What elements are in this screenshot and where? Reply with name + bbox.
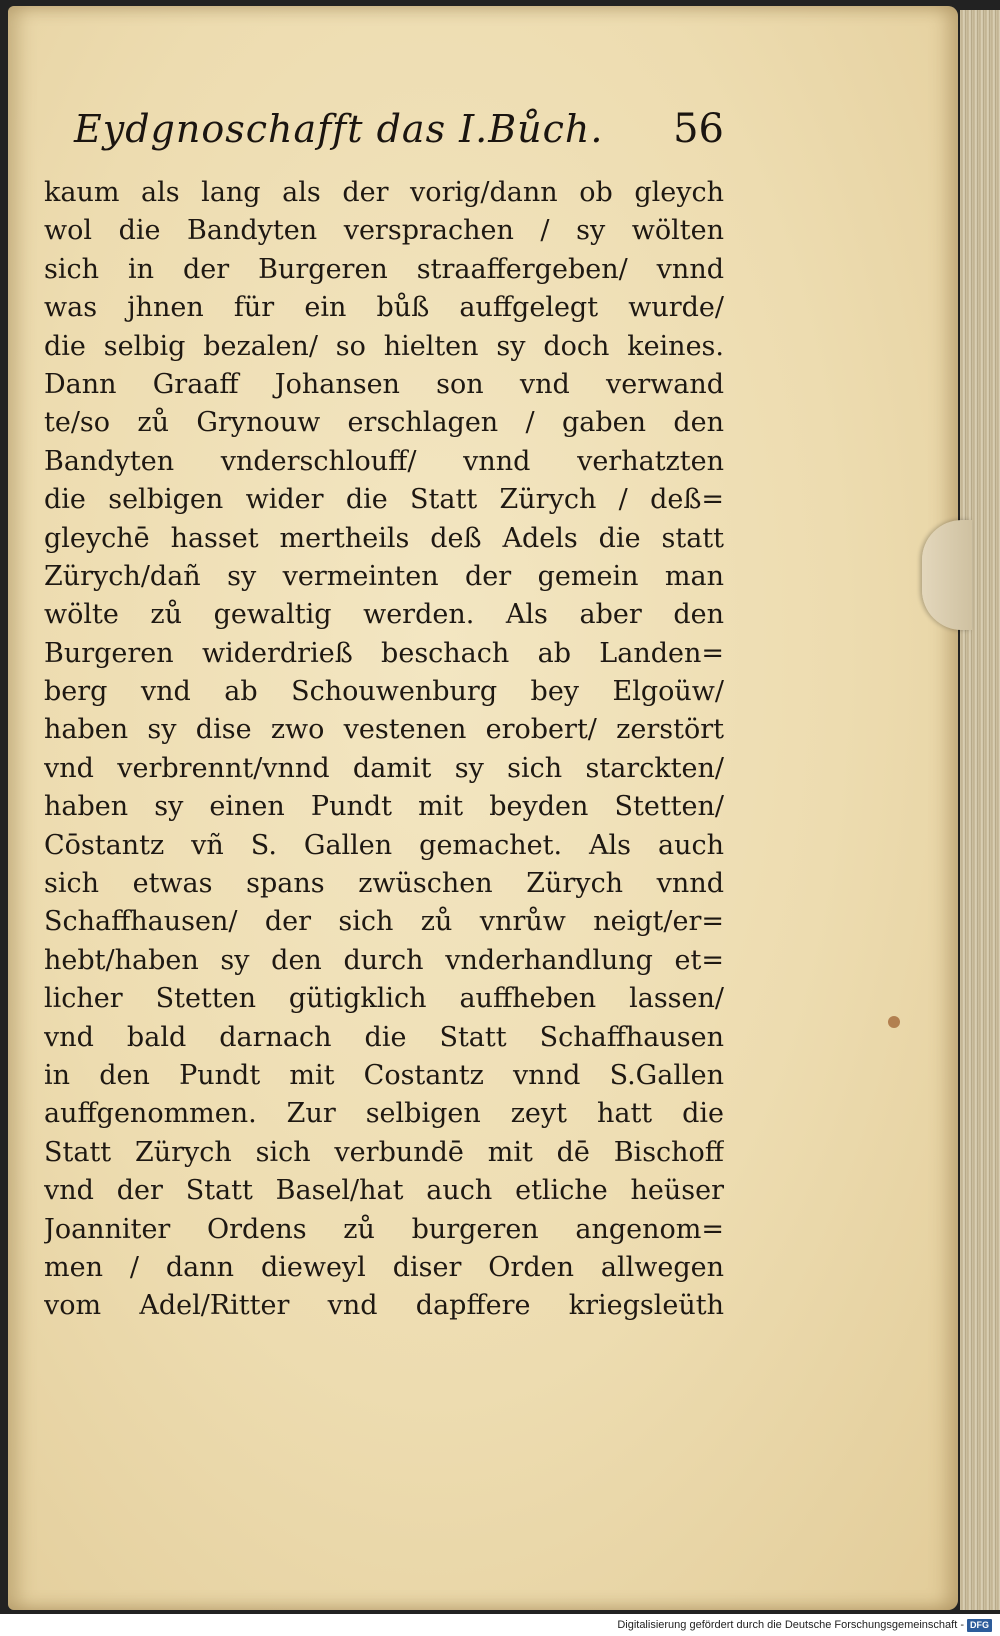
- text-line: wol die Bandyten versprachen / sy wölten: [44, 215, 724, 247]
- text-line: Statt Zürych sich verbundē mit dē Bischoff: [44, 1136, 724, 1168]
- text-line: vnd der Statt Basel/hat auch etliche heüser: [44, 1175, 724, 1207]
- dfg-logo: DFG: [967, 1619, 992, 1632]
- text-line: wölte zů gewaltig werden. Als aber den: [44, 599, 724, 631]
- text-line: men / dann dieweyl diser Orden allwegen: [44, 1251, 724, 1283]
- text-line: vnd bald darnach die Statt Schaffhausen: [44, 1021, 724, 1053]
- text-line: Joanniter Ordens zů burgeren angenom=: [44, 1213, 724, 1245]
- text-line: haben sy einen Pundt mit beyden Stetten/: [44, 791, 724, 823]
- text-line: Schaffhausen/ der sich zů vnrůw neigt/er=: [44, 906, 724, 938]
- body-text: [44, 174, 724, 1326]
- text-line: Bandyten vnderschlouff/ vnnd verhatzten: [44, 445, 724, 477]
- text-line: die selbigen wider die Statt Zürych / deß=: [44, 484, 724, 516]
- text-line: haben sy dise zwo vestenen erobert/ zerstört: [44, 714, 724, 746]
- text-line: Zürych/dañ sy vermeinten der gemein man: [44, 560, 724, 592]
- text-line: vnd verbrennt/vnnd damit sy sich starckten/: [44, 752, 724, 784]
- text-line: in den Pundt mit Costantz vnnd S.Gallen: [44, 1059, 724, 1091]
- text-line: hebt/haben sy den durch vnderhandlung et=: [44, 944, 724, 976]
- text-line: Dann Graaff Johansen son vnd verwand: [44, 368, 724, 400]
- text-line: gleychē hasset mertheils deß Adels die statt: [44, 522, 724, 554]
- page-clip: [922, 520, 972, 630]
- text-line: auffgenommen. Zur selbigen zeyt hatt die: [44, 1098, 724, 1130]
- text-line: kaum als lang als der vorig/dann ob gleych: [44, 177, 724, 208]
- text-line: licher Stetten gütigklich auffheben lassen/: [44, 983, 724, 1015]
- text-line: berg vnd ab Schouwenburg bey Elgoüw/: [44, 676, 724, 708]
- paper-stain: [888, 1016, 900, 1028]
- page-edges: [960, 10, 1000, 1610]
- text-line: was jhnen für ein bůß auffgelegt wurde/: [44, 292, 724, 324]
- digitization-footer: [0, 1614, 1000, 1636]
- text-line: Burgeren widerdrieß beschach ab Landen=: [44, 637, 724, 669]
- text-line: vom Adel/Ritter vnd dapffere kriegsleüth: [44, 1290, 724, 1322]
- text-line: sich in der Burgeren straaffergeben/ vnnd: [44, 253, 724, 285]
- book-page: [8, 6, 958, 1610]
- running-title: Eydgnoschafft das I.Bůch.: [74, 107, 604, 151]
- text-line: te/so zů Grynouw erschlagen / gaben den: [44, 407, 724, 439]
- footer-credit: Digitalisierung gefördert durch die Deutsche Forschungsgemeinschaft -: [617, 1619, 964, 1631]
- text-line: sich etwas spans zwüschen Zürych vnnd: [44, 868, 724, 900]
- text-line: Cōstantz vñ S. Gallen gemachet. Als auch: [44, 829, 724, 861]
- page-header: [74, 106, 724, 166]
- text-line: die selbig bezalen/ so hielten sy doch keines.: [44, 330, 724, 362]
- page-number: 56: [673, 106, 724, 152]
